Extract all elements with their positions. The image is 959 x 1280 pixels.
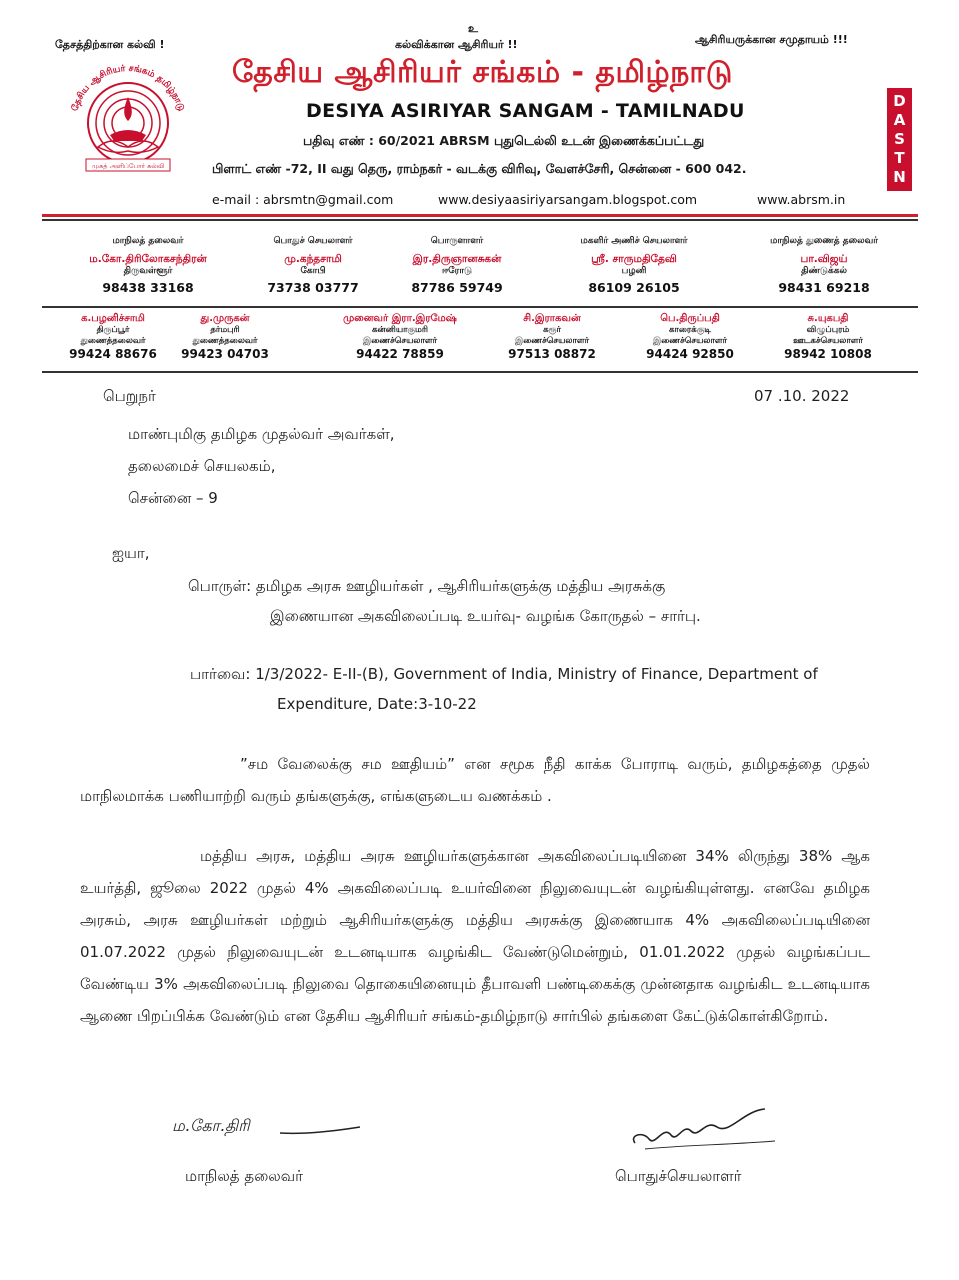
recipient-line: மாண்புமிகு தமிழக முதல்வர் அவர்கள், [128,425,395,443]
address-line: பிளாட் எண் -72, II வது தெரு, ராம்நகர் - வடக்கு விரிவு, வேளச்சேரி, சென்னை - 600 042. [212,161,747,176]
org-title-tamil: தேசிய ஆசிரியர் சங்கம் - தமிழ்நாடு [232,55,733,90]
recipient-line: தலைமைச் செயலகம், [128,457,276,475]
header-divider-black [42,219,918,221]
logo-arc-text: தேசிய ஆசிரியர் சங்கம் தமிழ்நாடு [70,63,186,113]
officer-card: மகளிர் அணிச் செயலாளர் ஸ்ரீ. சாருமதிதேவி பழனி 86109 26105 [580,236,688,295]
letterhead-bottom-rule [42,371,918,373]
officer-card: மாநிலத் துணைத் தலைவர் பா.விஜய் திண்டுக்கல் 98431 69218 [770,236,878,295]
officer-card: க.பழனிச்சாமி திருப்பூர் துணைத்தலைவர் 99424 88676 [69,313,157,361]
slogan-right: ஆசிரியருக்கான சமுதாயம் !!! [695,33,848,46]
subject-line-1: பொருள்: தமிழக அரசு ஊழியர்கள் , ஆசிரியர்களுக்கு மத்திய அரசுக்கு [188,577,666,595]
signature-right [625,1105,795,1159]
officer-card: சி.இராகவன் கரூர் இணைச்செயலாளர் 97513 08872 [508,313,596,361]
officer-card: மாநிலத் தலைவர் ம.கோ.திரிலோகசந்திரன் திருவள்ளூர் 98438 33168 [89,236,207,295]
recipient-line: சென்னை – 9 [128,489,218,507]
org-title-english: DESIYA ASIRIYAR SANGAM - TAMILNADU [306,100,745,122]
letter-date: 07 .10. 2022 [754,387,850,405]
subject-line-2: இணையான அகவிலைப்படி உயர்வு- வழங்க கோருதல் – சார்பு. [270,607,701,625]
registration-line: பதிவு எண் : 60/2021 ABRSM புதுடெல்லி உடன் இணைக்கப்பட்டது [303,133,705,148]
signature-left-text: ம.கோ.திரி [172,1116,250,1135]
officer-card: பெ.திருப்பதி காரைக்குடி இணைச்செயலாளர் 94424 92850 [646,313,734,361]
to-label: பெறுநர் [103,387,156,405]
letterhead [0,0,959,380]
blog-address: www.desiyaasiriyarsangam.blogspot.com [438,192,698,207]
officer-card: முனைவர் இரா.இரமேஷ் கன்னியாகுமரி இணைச்செயலாளர் 94422 78859 [343,313,457,361]
officers-divider [42,306,918,308]
officer-card: து.முருகன் தர்மபுரி துணைத்தலைவர் 99423 04703 [181,313,269,361]
paragraph-request: மத்திய அரசு, மத்திய அரசு ஊழியர்களுக்கான அகவிலைப்படியினை 34% லிருந்து 38% ஆக உயர்த்தி, ஜூலை 2022 முதல் 4% அகவிலைப்படி உயர்வினை நிலுவையுடன் வழங்கியுள்ளது. எனவே தமிழக அரசும், அரசு ஊழியர்கள் மற்றும் ஆசிரியர்களுக்கு மத்திய அரசுக்கு இணையாக 4% அகவிலைப்படியினை 01.07.2022 முதல் நிலுவையுடன் உடனடியாக வழங்கிட வேண்டுமென்றும், 01.01.2022 முதல் வழங்கப்பட வேண்டிய 3% அகவிலைப்படி நிலுவை தொகையினையும் தீபாவளி பண்டிகைக்கு முன்னதாக வழங்கிட உடனடியாக ஆணை பிறப்பிக்க வேண்டும் என தேசிய ஆசிரியர் சங்கம்-தமிழ்நாடு சார்பில் தங்களை கேட்டுக்கொள்கிறோம். [80,847,870,1025]
website-address: www.abrsm.in [757,192,846,207]
officer-card: பொதுச் செயலாளர் மு.கந்தசாமி கோபி 73738 03777 [267,236,359,295]
logo-motto: முகத் அளிப்போர் கல்வி [91,162,165,170]
signatory-left-title: மாநிலத் தலைவர் [185,1167,303,1185]
paragraph-greeting: ”சம வேலைக்கு சம ஊதியம்” என சமூக நீதி காக்க போராடி வரும், தமிழகத்தை முதல் மாநிலமாக்க பணியாற்றி வரும் தங்களுக்கு, எங்களுடைய வணக்கம் . [80,755,870,805]
dastn-badge: D A S T N [887,88,912,191]
signatory-right-title: பொதுச்செயலாளர் [615,1167,742,1185]
reference-line-1: பார்வை: 1/3/2022- E-II-(B), Government of India, Ministry of Finance, Department of [190,665,818,683]
officer-card: சு.யுகபதி விழுப்புரம் ஊடகச்செயலாளர் 98942 10808 [784,313,872,361]
salutation: ஐயா, [112,544,150,562]
slogan-top-mark: உ [468,22,478,35]
sangam-logo [58,55,198,180]
slogan-left: தேசத்திற்கான கல்வி ! [55,38,165,51]
recipient-block [128,418,395,514]
header-divider-red [42,214,918,217]
email-address: e-mail : abrsmtn@gmail.com [212,192,394,207]
reference-line-2: Expenditure, Date:3-10-22 [277,695,477,713]
slogan-center: கல்விக்கான ஆசிரியர் !! [395,38,518,51]
officer-card: பொருளாளர் இர.திருஞானசுகன் ஈரோடு 87786 59749 [411,236,503,295]
signature-left [170,1103,370,1147]
